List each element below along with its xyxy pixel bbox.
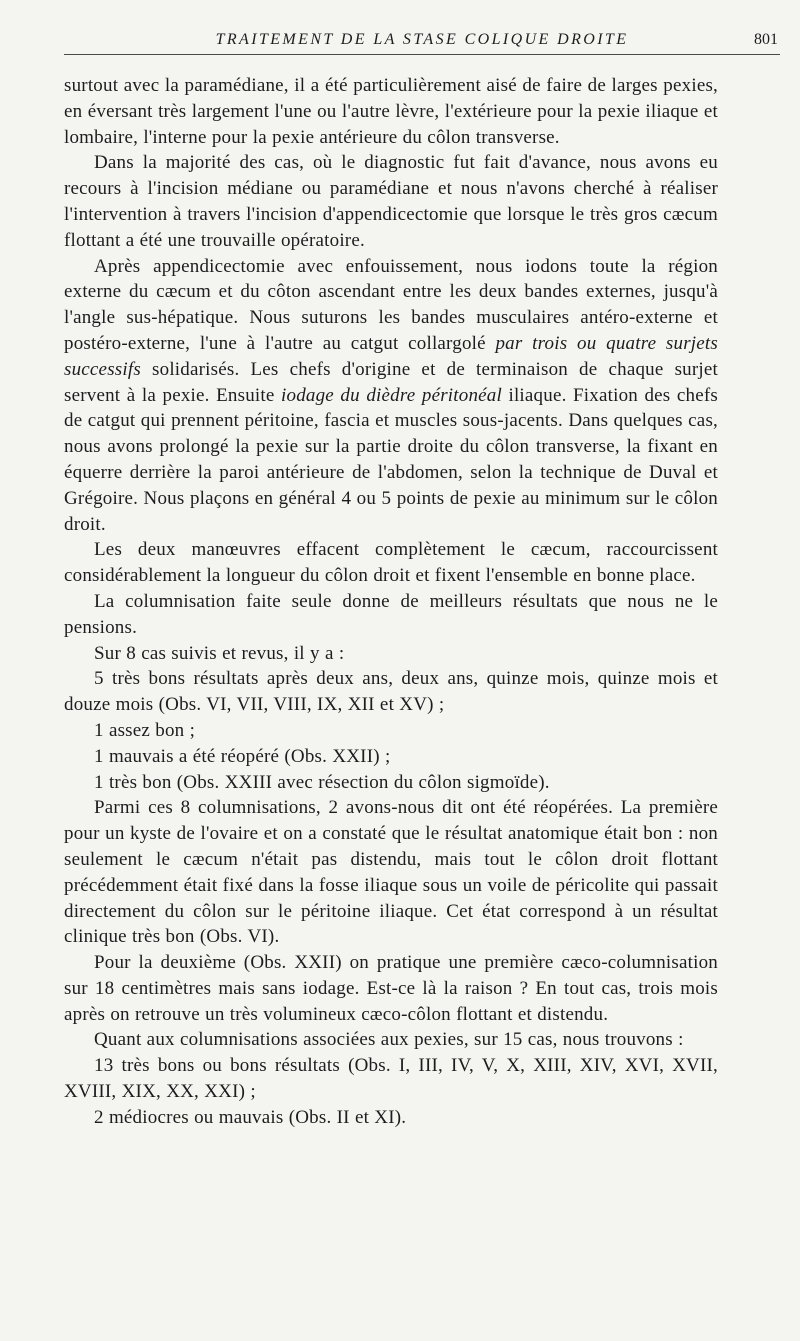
paragraph-6: Sur 8 cas suivis et revus, il y a : — [94, 642, 345, 664]
result-item-2: 1 assez bon ; — [94, 719, 196, 741]
paragraph-3-part-1: Après appendicectomie avec enfouissement, nous iodons toute la région externe du cæcum et du côton ascendant entre les deux bandes externes, jusqu'à l'angle sus-hépatique. Nous suturons les bandes musculaires antéro-externe et postéro-externe, l'une à l'autre au catgut collargolé — [64, 255, 718, 354]
result-item-3: 1 mauvais a été réopéré (Obs. XXII) ; — [94, 745, 391, 767]
paragraph-3-part-3: iliaque. Fixation des chefs de catgut qui prennent péritoine, fascia et muscles sous-jacents. Dans quelques cas, nous avons prolongé la pexie sur la partie droite du côlon transverse, la fixant en équerre derrière la paroi antérieure de l'abdomen, selon la technique de Duval et Grégoire. Nous plaçons en général 4 ou 5 points de pexie au minimum sur le côlon droit. — [64, 384, 718, 535]
paragraph-3-part-2: solidarisés. Les chefs d'origine et de terminaison de chaque surjet servent à la pexie. Ensuite — [64, 358, 718, 406]
result-item-5: 13 très bons ou bons résultats (Obs. I, III, IV, V, X, XIII, XIV, XVI, XVII, XVIII, XIX, XX, XXI) ; — [64, 1055, 718, 1103]
result-item-4: 1 très bon (Obs. XXIII avec résection du côlon sigmoïde). — [94, 771, 550, 793]
page-number: 801 — [754, 31, 778, 48]
page-header — [64, 28, 780, 55]
paragraph-3-italic-2: iodage du dièdre péritonéal — [281, 384, 502, 406]
paragraph-3 — [64, 254, 718, 538]
paragraph-5: La columnisation faite seule donne de meilleurs résultats que nous ne le pensions. — [64, 590, 718, 638]
paragraph-8: Pour la deuxième (Obs. XXII) on pratique une première cæco-columnisation sur 18 centimètres mais sans iodage. Est-ce là la raison ? En tout cas, trois mois après on retrouve un très volumineux cæco-côlon flottant et distendu. — [64, 952, 718, 1025]
running-title: TRAITEMENT DE LA STASE COLIQUE DROITE — [215, 31, 629, 48]
paragraph-3-italic-1: par trois ou quatre surjets successifs — [64, 332, 718, 380]
body-text — [64, 73, 718, 1131]
paragraph-4: Les deux manœuvres effacent complètement le cæcum, raccourcissent considérablement la longueur du côlon droit et fixent l'ensemble en bonne place. — [64, 539, 718, 587]
paragraph-9: Quant aux columnisations associées aux pexies, sur 15 cas, nous trouvons : — [94, 1029, 684, 1051]
result-item-6: 2 médiocres ou mauvais (Obs. II et XI). — [94, 1106, 407, 1128]
result-item-1: 5 très bons résultats après deux ans, deux ans, quinze mois, quinze mois et douze mois (Obs. VI, VII, VIII, IX, XII et XV) ; — [64, 668, 718, 716]
paragraph-2: Dans la majorité des cas, où le diagnostic fut fait d'avance, nous avons eu recours à l'incision médiane ou paramédiane et nous n'avons cherché à réaliser l'intervention à travers l'incision d'appendicectomie que lorsque le très gros cæcum flottant a été une trouvaille opératoire. — [64, 152, 718, 251]
paragraph-7: Parmi ces 8 columnisations, 2 avons-nous dit ont été réopérées. La première pour un kyste de l'ovaire et on a constaté que le résultat anatomique était bon : non seulement le cæcum n'était pas distendu, mais tout le côlon droit flottant précédemment était fixé dans la fosse iliaque sous un voile de péricolite qui passait directement du côlon sur le péritoine iliaque. Cet état correspond à un résultat clinique très bon (Obs. VI). — [64, 797, 718, 948]
paragraph-1: surtout avec la paramédiane, il a été particulièrement aisé de faire de larges pexies, en éversant très largement l'une ou l'autre lèvre, l'extérieure pour la pexie iliaque et lombaire, l'interne pour la pexie antérieure du côlon transverse. — [64, 75, 718, 148]
